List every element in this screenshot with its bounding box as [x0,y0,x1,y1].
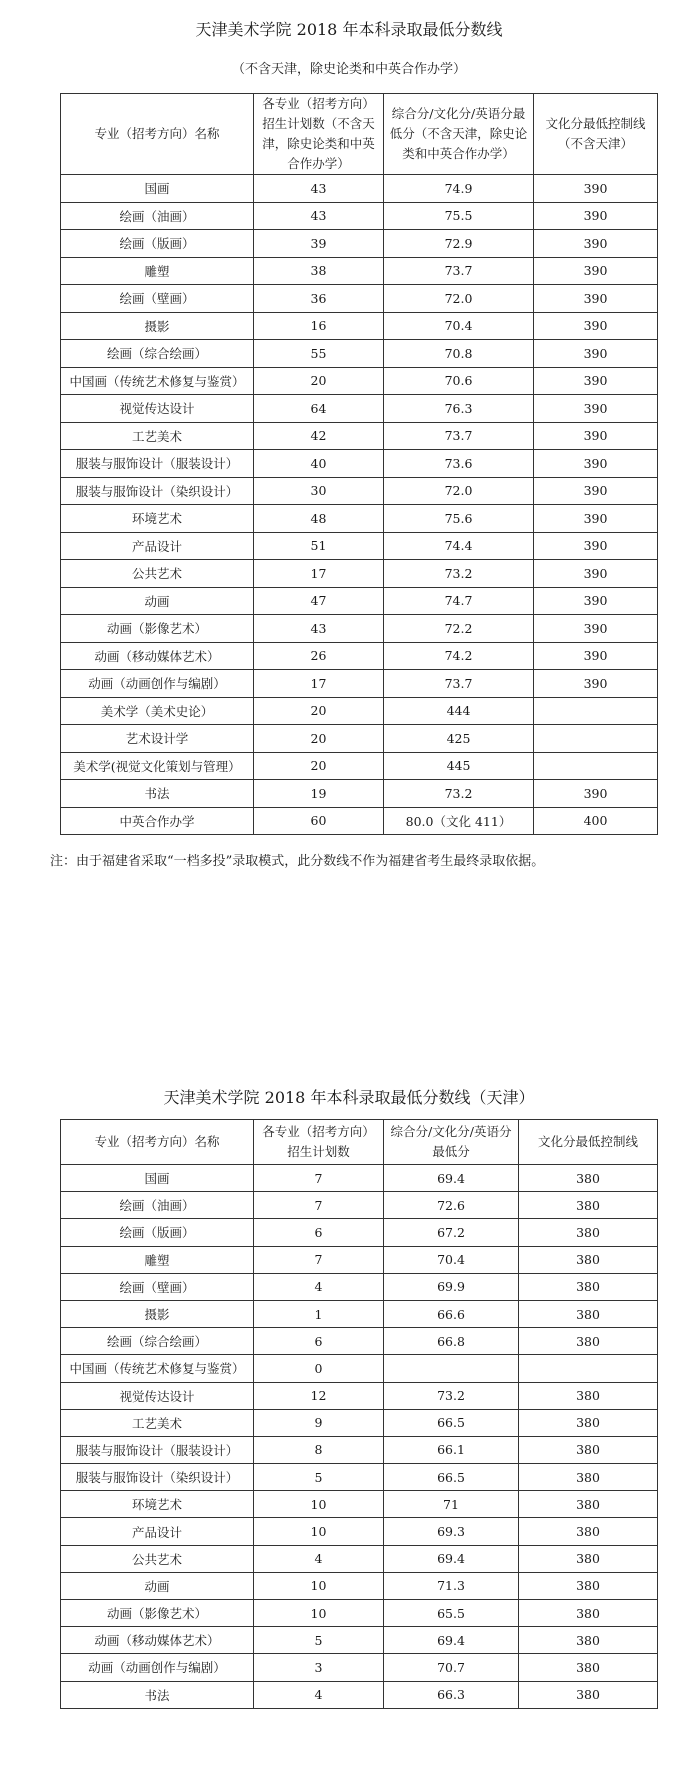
cell-control-line: 390 [534,202,658,230]
cell-min-score: 70.8 [384,340,534,368]
cell-control-line: 380 [519,1192,658,1219]
table-row [61,312,658,340]
cell-control-line: 380 [519,1273,658,1300]
cell-plan-count: 47 [254,587,384,615]
cell-plan-count: 7 [254,1246,384,1273]
cell-major: 服装与服饰设计（服装设计） [61,1436,254,1463]
cell-plan-count: 42 [254,422,384,450]
cell-plan-count: 4 [254,1273,384,1300]
cell-major: 摄影 [61,1300,254,1327]
cell-control-line: 390 [534,312,658,340]
cell-min-score: 444 [384,697,534,725]
cell-control-line: 380 [519,1464,658,1491]
table-row [61,422,658,450]
cell-min-score: 72.2 [384,615,534,643]
cell-major: 中国画（传统艺术修复与鉴赏） [61,367,254,395]
cell-plan-count: 55 [254,340,384,368]
cell-major: 绘画（壁画） [61,1273,254,1300]
cell-min-score: 73.2 [384,560,534,588]
table-row [61,1382,658,1409]
cell-plan-count: 17 [254,560,384,588]
table-row [61,1246,658,1273]
cell-min-score: 72.0 [384,285,534,313]
table-row [61,1165,658,1192]
table-row [61,257,658,285]
cell-plan-count: 60 [254,807,384,835]
table-row [61,780,658,808]
cell-plan-count: 43 [254,615,384,643]
cell-control-line: 380 [519,1219,658,1246]
cell-min-score: 66.3 [384,1681,519,1708]
cell-major: 动画（移动媒体艺术） [61,642,254,670]
cell-plan-count: 10 [254,1572,384,1599]
cell-min-score: 73.7 [384,670,534,698]
cell-min-score: 73.2 [384,780,534,808]
cell-plan-count: 20 [254,367,384,395]
header-major: 专业（招考方向）名称 [61,1120,254,1165]
cell-control-line: 390 [534,587,658,615]
cell-min-score: 69.4 [384,1627,519,1654]
cell-min-score: 73.7 [384,422,534,450]
cell-control-line: 380 [519,1681,658,1708]
cell-major: 动画（动画创作与编剧） [61,670,254,698]
table-header-row [61,94,658,175]
doc2-title: 天津美术学院 2018 年本科录取最低分数线（天津） [163,1088,535,1107]
cell-min-score: 66.1 [384,1436,519,1463]
cell-major: 环境艺术 [61,1491,254,1518]
cell-min-score: 425 [384,725,534,753]
admission-table-tianjin [60,1119,658,1709]
cell-min-score: 66.5 [384,1464,519,1491]
cell-plan-count: 12 [254,1382,384,1409]
table-row [61,202,658,230]
cell-min-score: 72.6 [384,1192,519,1219]
cell-min-score: 72.0 [384,477,534,505]
table-row [61,1491,658,1518]
table-row [61,1409,658,1436]
table-row [61,1627,658,1654]
table-row [61,450,658,478]
cell-control-line: 380 [519,1436,658,1463]
cell-major: 公共艺术 [61,560,254,588]
cell-plan-count: 3 [254,1654,384,1681]
cell-min-score: 73.6 [384,450,534,478]
cell-plan-count: 20 [254,725,384,753]
table-row [61,1273,658,1300]
cell-control-line: 390 [534,615,658,643]
cell-control-line: 390 [534,532,658,560]
cell-major: 中国画（传统艺术修复与鉴赏） [61,1355,254,1382]
cell-plan-count: 20 [254,752,384,780]
cell-plan-count: 39 [254,230,384,258]
cell-min-score: 70.6 [384,367,534,395]
cell-plan-count: 19 [254,780,384,808]
cell-min-score: 69.4 [384,1165,519,1192]
cell-major: 绘画（综合绘画） [61,340,254,368]
cell-plan-count: 7 [254,1165,384,1192]
cell-min-score: 76.3 [384,395,534,423]
cell-min-score: 445 [384,752,534,780]
table-row [61,642,658,670]
cell-plan-count: 5 [254,1627,384,1654]
cell-plan-count: 10 [254,1600,384,1627]
note: 注：由于福建省采取“一档多投”录取模式，此分数线不作为福建省考生最终录取依据。 [50,854,545,869]
cell-major: 绘画（油画） [61,202,254,230]
cell-control-line [519,1355,658,1382]
table-row [61,367,658,395]
cell-min-score: 74.7 [384,587,534,615]
header-major: 专业（招考方向）名称 [61,94,254,175]
cell-min-score: 80.0（文化 411） [384,807,534,835]
cell-min-score [384,1355,519,1382]
cell-control-line: 390 [534,642,658,670]
cell-major: 公共艺术 [61,1545,254,1572]
cell-control-line: 390 [534,780,658,808]
table-row [61,340,658,368]
cell-control-line: 380 [519,1328,658,1355]
cell-plan-count: 16 [254,312,384,340]
table-row [61,1518,658,1545]
admission-table-outside-tianjin [60,93,658,835]
table-row [61,752,658,780]
table-row [61,587,658,615]
cell-control-line: 380 [519,1627,658,1654]
cell-control-line [534,697,658,725]
cell-major: 国画 [61,1165,254,1192]
cell-plan-count: 1 [254,1300,384,1327]
cell-min-score: 74.2 [384,642,534,670]
doc1-subtitle: （不含天津，除史论类和中英合作办学） [231,62,466,77]
cell-control-line: 380 [519,1491,658,1518]
table-row [61,1192,658,1219]
cell-control-line: 380 [519,1600,658,1627]
table-row [61,697,658,725]
cell-major: 绘画（版画） [61,230,254,258]
cell-min-score: 66.5 [384,1409,519,1436]
cell-control-line: 390 [534,505,658,533]
cell-control-line: 390 [534,367,658,395]
cell-control-line: 380 [519,1545,658,1572]
cell-min-score: 75.5 [384,202,534,230]
table-row [61,285,658,313]
cell-plan-count: 43 [254,202,384,230]
cell-major: 动画 [61,587,254,615]
cell-control-line: 400 [534,807,658,835]
cell-control-line: 380 [519,1165,658,1192]
cell-major: 动画（移动媒体艺术） [61,1627,254,1654]
cell-major: 绘画（版画） [61,1219,254,1246]
header-min-score: 综合分/文化分/英语分最低分（不含天津，除史论类和中英合作办学） [384,94,534,175]
cell-plan-count: 64 [254,395,384,423]
table-row [61,1328,658,1355]
cell-major: 工艺美术 [61,1409,254,1436]
cell-major: 产品设计 [61,1518,254,1545]
table-row [61,725,658,753]
cell-major: 美术学（美术史论） [61,697,254,725]
cell-control-line: 390 [534,230,658,258]
cell-min-score: 70.7 [384,1654,519,1681]
cell-major: 动画（动画创作与编剧） [61,1654,254,1681]
table-row [61,1654,658,1681]
cell-min-score: 72.9 [384,230,534,258]
table-row [61,175,658,203]
cell-min-score: 71 [384,1491,519,1518]
header-culture-control-line: 文化分最低控制线（不含天津） [534,94,658,175]
cell-major: 服装与服饰设计（服装设计） [61,450,254,478]
cell-major: 产品设计 [61,532,254,560]
cell-plan-count: 10 [254,1518,384,1545]
table-row [61,560,658,588]
cell-plan-count: 36 [254,285,384,313]
cell-plan-count: 4 [254,1545,384,1572]
table-row [61,1219,658,1246]
cell-plan-count: 26 [254,642,384,670]
cell-major: 雕塑 [61,257,254,285]
cell-plan-count: 6 [254,1328,384,1355]
cell-major: 环境艺术 [61,505,254,533]
cell-plan-count: 0 [254,1355,384,1382]
table-row [61,807,658,835]
cell-control-line: 390 [534,395,658,423]
header-culture-control-line: 文化分最低控制线 [519,1120,658,1165]
cell-control-line: 390 [534,175,658,203]
table-row [61,532,658,560]
cell-major: 书法 [61,780,254,808]
cell-plan-count: 8 [254,1436,384,1463]
table-row [61,505,658,533]
cell-min-score: 67.2 [384,1219,519,1246]
cell-min-score: 66.6 [384,1300,519,1327]
cell-min-score: 69.4 [384,1545,519,1572]
cell-major: 视觉传达设计 [61,1382,254,1409]
cell-plan-count: 30 [254,477,384,505]
table-row [61,477,658,505]
cell-major: 工艺美术 [61,422,254,450]
cell-major: 雕塑 [61,1246,254,1273]
cell-control-line [534,752,658,780]
cell-min-score: 73.2 [384,1382,519,1409]
cell-min-score: 75.6 [384,505,534,533]
cell-control-line: 390 [534,450,658,478]
cell-min-score: 70.4 [384,312,534,340]
table-row [61,670,658,698]
table-row [61,1600,658,1627]
cell-min-score: 70.4 [384,1246,519,1273]
cell-plan-count: 10 [254,1491,384,1518]
cell-plan-count: 43 [254,175,384,203]
cell-major: 服装与服饰设计（染织设计） [61,1464,254,1491]
cell-major: 书法 [61,1681,254,1708]
cell-min-score: 71.3 [384,1572,519,1599]
cell-plan-count: 9 [254,1409,384,1436]
cell-min-score: 74.4 [384,532,534,560]
cell-plan-count: 6 [254,1219,384,1246]
cell-plan-count: 48 [254,505,384,533]
cell-major: 动画（影像艺术） [61,615,254,643]
cell-major: 摄影 [61,312,254,340]
cell-control-line: 390 [534,257,658,285]
cell-major: 动画（影像艺术） [61,1600,254,1627]
cell-min-score: 73.7 [384,257,534,285]
cell-major: 美术学(视觉文化策划与管理） [61,752,254,780]
cell-control-line: 390 [534,285,658,313]
cell-control-line: 390 [534,422,658,450]
table-row [61,1681,658,1708]
cell-major: 中英合作办学 [61,807,254,835]
cell-control-line: 380 [519,1409,658,1436]
table-row [61,615,658,643]
cell-major: 服装与服饰设计（染织设计） [61,477,254,505]
header-plan-count: 各专业（招考方向）招生计划数（不含天津，除史论类和中英合作办学） [254,94,384,175]
cell-min-score: 66.8 [384,1328,519,1355]
cell-major: 艺术设计学 [61,725,254,753]
header-plan-count: 各专业（招考方向）招生计划数 [254,1120,384,1165]
header-min-score: 综合分/文化分/英语分最低分 [384,1120,519,1165]
table-row [61,1300,658,1327]
cell-control-line: 380 [519,1572,658,1599]
cell-plan-count: 5 [254,1464,384,1491]
cell-plan-count: 51 [254,532,384,560]
cell-major: 国画 [61,175,254,203]
cell-control-line [534,725,658,753]
cell-major: 绘画（油画） [61,1192,254,1219]
cell-min-score: 74.9 [384,175,534,203]
table-row [61,230,658,258]
table-row [61,1545,658,1572]
cell-plan-count: 20 [254,697,384,725]
cell-plan-count: 7 [254,1192,384,1219]
cell-control-line: 390 [534,670,658,698]
table-row [61,1464,658,1491]
cell-major: 视觉传达设计 [61,395,254,423]
cell-control-line: 380 [519,1300,658,1327]
table-header-row [61,1120,658,1165]
cell-plan-count: 4 [254,1681,384,1708]
table-row [61,1355,658,1382]
cell-plan-count: 38 [254,257,384,285]
cell-min-score: 65.5 [384,1600,519,1627]
cell-major: 动画 [61,1572,254,1599]
cell-control-line: 390 [534,477,658,505]
doc1-title: 天津美术学院 2018 年本科录取最低分数线 [195,20,503,39]
table-row [61,1572,658,1599]
cell-min-score: 69.3 [384,1518,519,1545]
cell-control-line: 380 [519,1654,658,1681]
cell-control-line: 380 [519,1382,658,1409]
cell-control-line: 390 [534,560,658,588]
table-row [61,1436,658,1463]
cell-min-score: 69.9 [384,1273,519,1300]
cell-major: 绘画（综合绘画） [61,1328,254,1355]
cell-control-line: 380 [519,1518,658,1545]
cell-plan-count: 40 [254,450,384,478]
cell-major: 绘画（壁画） [61,285,254,313]
cell-plan-count: 17 [254,670,384,698]
cell-control-line: 380 [519,1246,658,1273]
table-row [61,395,658,423]
cell-control-line: 390 [534,340,658,368]
